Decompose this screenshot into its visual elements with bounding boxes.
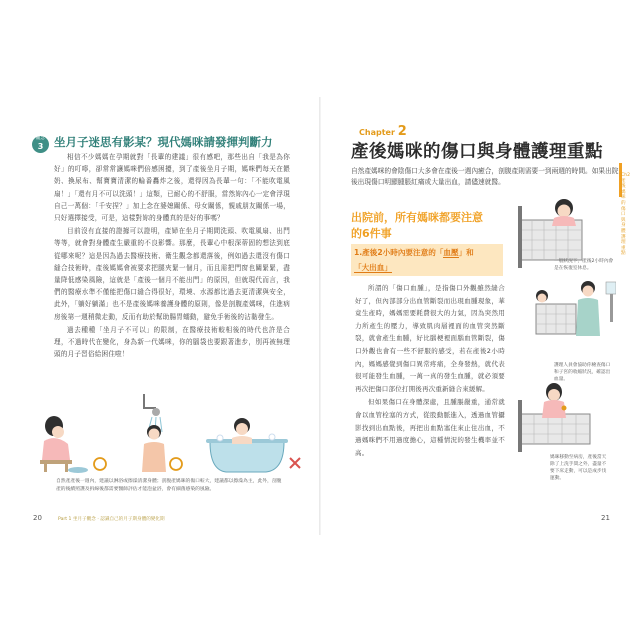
- concept-badge-number: 3: [37, 142, 44, 151]
- chapter-label: [359, 124, 407, 139]
- subheading-keyword-blood-pressure: 血壓: [443, 248, 459, 257]
- chapter-side-tab: Ch2 產後媽咪的傷口與身體護理重點: [621, 173, 631, 257]
- illustration-caption: 護理人員會協助你檢查傷口和子宮的收縮狀況，確認出血量。: [554, 363, 611, 382]
- not-ok-cross-icon: [290, 458, 300, 468]
- left-section-title: 坐月子迷思有影某？現代媽咪請發揮判斷力: [54, 135, 273, 149]
- concept-badge-label: 觀念: [36, 136, 45, 141]
- chapter-title: 產後媽咪的傷口與身體護理重點: [351, 142, 603, 162]
- page-number-right: 21: [601, 514, 610, 522]
- left-body-text: [54, 151, 290, 361]
- nurse-check-scene: [536, 281, 616, 336]
- ward-bed-scene: [518, 383, 590, 452]
- left-paragraph: 目前沒有直接的證據可以證明，產婦在坐月子期間洗頭、吹電風扇、出門等等，就會對身體產生嚴重的不良影響。那麼，長輩心中根深蒂固的想法到底從哪來呢？這是因為過去醫療技術、衛生觀念都還落後，例如過去還沒有傷口縫合技術時，產後媽媽會被要求把腿夾緊一個月，而且需把門窗也關緊緊，盡量降低感染風險，這就是「產後一個月不能出門」的原因，但就現代而言，我們的醫療水準不僅能把傷口縫合得很好，環境、水源都比過去更清潔與安全，此外，「躺好躺滿」也不是產後媽咪養護身體的原則，像是剖腹產媽咪，住進病房後第一週稍微走動，反而有助於幫助腸胃蠕動，避免手術後的沾黏發生。: [54, 227, 290, 321]
- section-heading: [351, 210, 483, 242]
- ok-circle-icon: [170, 458, 182, 470]
- left-paragraph: 相信不少媽媽在孕期就對「長輩的建議」很有感吧，那些出自「我是為你好」的叮嚀，卻常常讓媽咪們倍感困擾，到了產後坐月子期，媽咪們每天在餵奶、換尿布、幫寶寶清潔的輪番轟炸之後，還得因為長輩一句：「不能吹電風扇！」「還有月不可以洗頭！」這類，已耐心的不舒服，當然妳內心一定會浮現自己一萬個：「千安捏？」加上念在婆媳關係、母女關係，親戚朋友關係一場，只好選擇接受，可是，這樣對妳的身體真的是好的事嗎？: [54, 153, 290, 223]
- shower-woman-figure: [142, 394, 166, 472]
- recovery-illustrations: [514, 186, 616, 481]
- subheading-mid: 」和: [458, 248, 474, 257]
- section-heading-line1: 出院前，所有媽咪都要注意: [351, 211, 483, 224]
- bathing-illustration: [34, 386, 302, 476]
- chapter-number: 2: [397, 124, 407, 139]
- right-paragraph: 所謂的「傷口血腫」，是指傷口外觀雖然縫合好了，但內部部分出血管斷裂而出現血腫現象，華竟生產時，媽媽需要耗費很大的力氣，因為突然用力所產生的壓力，導致肌肉層裡面的血管突然斷裂，就會產生血腫，好比腦梗裡面腦血管斷裂，傷口外觀也會有一些不舒服的感受，若在產後2小時內，媽媽感覺到傷口異常疼痛，全身發熱，就代表很可能發生血腫，一萬一真的發生血腫，就必須要再次把傷口部位打開後再次重新縫合來緩解。: [355, 284, 505, 393]
- subheading: [354, 245, 504, 275]
- left-running-footer: Part 1 坐月子觀念 · 認識自己的月子期身體的變化期: [58, 517, 165, 522]
- right-body-text: [355, 282, 505, 460]
- subheading-prefix: 1.產後2小時內要注意的「: [354, 248, 444, 257]
- chapter-intro: 自然產媽咪的會陰傷口大多會在產後一週內癒合，剖腹產則需要一到兩週的時間。如果出院後出現傷口明顯腫脹紅痛或大量出血，請儘速就醫。: [351, 167, 619, 186]
- ok-circle-icon: [94, 458, 106, 470]
- subheading-keyword-hemorrhage: 「大出血」: [354, 263, 392, 272]
- left-caption: 自然產產後一週內，建議以淋浴或擦澡清潔身體；剖腹產媽咪的傷口較大，建議都以擦澡為主，此外，剖腹產的後續照護及拆線後都需要醫師評估才能泡盆浴，會有細菌感染的風險。: [56, 479, 282, 492]
- chapter-word: Chapter: [359, 128, 395, 137]
- concept-badge: [32, 136, 49, 153]
- left-paragraph: 過去種種「坐月子不可以」的限制，在醫療技術較相後的時代也許是合理，不過時代在變化，身為新一代媽咪，你的腦袋也要跟著進步，別再被無理頭的月子習俗給困住啦！: [54, 325, 290, 359]
- washing-woman-figure: [40, 416, 88, 473]
- book-gutter: [319, 97, 321, 535]
- bathtub-woman-figure: [206, 418, 288, 472]
- page-number-left: 20: [33, 514, 42, 522]
- section-heading-line2: 的6件事: [351, 227, 392, 240]
- illustration-caption: 媽咪移動至病房，產後當天除了上洗手間之外，盡量不要下床走動，可以是成步伐運動。: [550, 455, 607, 481]
- right-paragraph: 但如果傷口在身體深處，且腫脹嚴重，通常就會以血管栓塞的方式，從股動脈進入，透過血管攝影找到出血點後，再把出血點塞住來止住出血，不過媽咪們不用過度擔心，這種情況的發生機率並不高。: [355, 398, 505, 457]
- illustration-caption: 一般狀況下，產後2小時內會是在恢復室休息。: [554, 259, 614, 271]
